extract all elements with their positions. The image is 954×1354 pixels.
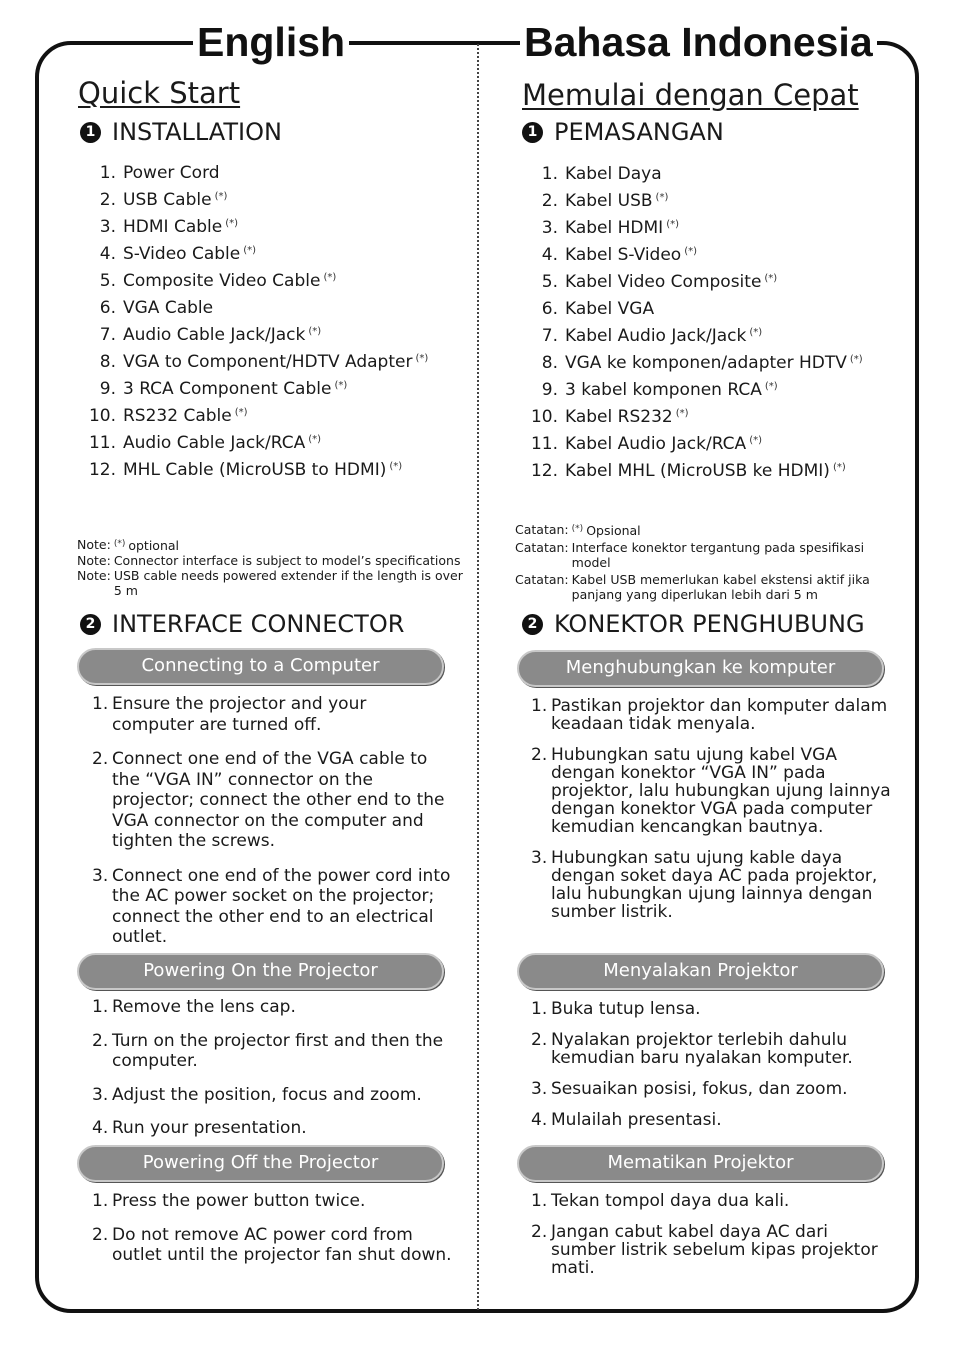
list-item: 4. S-Video Cable (*) <box>99 244 257 264</box>
cable-list <box>526 157 863 481</box>
quick-start-title: Quick Start <box>78 76 241 110</box>
installation-title: INSTALLATION <box>112 118 282 146</box>
notes <box>515 522 885 602</box>
list-item: 1. Ensure the projector and your computer are turned off. <box>92 694 367 735</box>
note: Note: USB cable needs powered extender if the length is over 5 m <box>77 568 463 598</box>
list-item: 3. Kabel HDMI (*) <box>541 218 680 238</box>
list-item: 9. 3 RCA Component Cable (*) <box>99 379 348 399</box>
steps-powering-off <box>531 1192 891 1277</box>
list-item: 12. Kabel MHL (MicroUSB ke HDMI) (*) <box>530 461 846 481</box>
list-item: 6. Kabel VGA <box>541 299 655 319</box>
list-item: 7. Audio Cable Jack/Jack (*) <box>99 325 322 345</box>
list-item: 1. Buka tutup lensa. <box>531 999 701 1019</box>
list-item: 2. Nyalakan projektor terlebih dahulu kemudian baru nyalakan komputer. <box>531 1030 853 1068</box>
steps-powering-on <box>531 1000 891 1129</box>
language-title-english: English <box>193 18 349 68</box>
list-item: 10. RS232 Cable (*) <box>88 406 248 426</box>
list-item: 2. Connect one end of the VGA cable to the “VGA IN” connector on the projector; connect the other end to the VGA connector on the computer and tighten the screws. <box>92 749 445 851</box>
list-item: 7. Kabel Audio Jack/Jack (*) <box>541 326 763 346</box>
list-item: 5. Composite Video Cable (*) <box>99 271 337 291</box>
note: Note: (*) optional <box>77 537 180 553</box>
installation-heading <box>80 118 282 146</box>
section-bar-powering-off: Mematikan Projektor <box>517 1145 884 1182</box>
interface-title: INTERFACE CONNECTOR <box>112 610 405 638</box>
list-item: 11. Kabel Audio Jack/RCA (*) <box>530 434 762 454</box>
steps-connecting <box>92 694 452 948</box>
language-title-indonesian: Bahasa Indonesia <box>520 18 877 68</box>
note: Note: Connector interface is subject to model’s specifications <box>77 553 461 568</box>
interface-heading <box>80 610 404 638</box>
list-item: 8. VGA ke komponen/adapter HDTV (*) <box>541 353 863 373</box>
step-number-icon: 1 <box>80 122 101 143</box>
quick-start-title: Memulai dengan Cepat <box>522 78 859 112</box>
list-item: 3. Sesuaikan posisi, fokus, dan zoom. <box>531 1079 848 1099</box>
list-item: 10. Kabel RS232 (*) <box>530 407 689 427</box>
steps-powering-on <box>92 997 452 1139</box>
list-item: 1. Pastikan projektor dan komputer dalam keadaan tidak menyala. <box>531 696 888 734</box>
list-item: 8. VGA to Component/HDTV Adapter (*) <box>99 352 429 372</box>
installation-heading <box>522 118 724 146</box>
note: Catatan: Kabel USB memerlukan kabel ekstensi aktif jika panjang yang diperlukan lebih dari 5 m <box>515 572 870 602</box>
list-item: 1. Press the power button twice. <box>92 1191 366 1211</box>
notes <box>77 537 467 598</box>
list-item: 3. HDMI Cable (*) <box>99 217 239 237</box>
list-item: 3. Connect one end of the power cord into the AC power socket on the projector; connect the other end to an electrical outlet. <box>92 865 451 947</box>
steps-connecting <box>531 697 891 921</box>
list-item: 2. USB Cable (*) <box>99 190 228 210</box>
section-bar-connecting: Connecting to a Computer <box>77 648 444 685</box>
list-item: 2. Kabel USB (*) <box>541 191 669 211</box>
section-bar-powering-on: Menyalakan Projektor <box>517 953 884 990</box>
list-item: 1. Kabel Daya <box>541 164 662 184</box>
list-item: 2. Do not remove AC power cord from outlet until the projector fan shut down. <box>92 1224 452 1265</box>
installation-title: PEMASANGAN <box>554 118 724 146</box>
note: Catatan: Interface konektor tergantung pada spesifikasi model <box>515 540 865 570</box>
list-item: 6. VGA Cable <box>99 298 214 318</box>
step-number-icon: 2 <box>522 614 543 635</box>
list-item: 4. Mulailah presentasi. <box>531 1110 722 1130</box>
interface-heading <box>522 610 865 638</box>
list-item: 1. Power Cord <box>99 163 220 183</box>
step-number-icon: 2 <box>80 614 101 635</box>
section-bar-connecting: Menghubungkan ke komputer <box>517 650 884 687</box>
list-item: 9. 3 kabel komponen RCA (*) <box>541 380 778 400</box>
list-item: 3. Hubungkan satu ujung kable daya dengan soket daya AC pada projektor, lalu hubungkan ujung lainnya dengan sumber listrik. <box>531 848 878 922</box>
list-item: 4. Run your presentation. <box>92 1118 307 1138</box>
list-item: 2. Hubungkan satu ujung kabel VGA dengan konektor “VGA IN” pada projektor, lalu hubungkan ujung lainnya dengan konektor VGA pada computer kemudian kencangkan bautnya. <box>531 745 891 837</box>
list-item: 5. Kabel Video Composite (*) <box>541 272 778 292</box>
note: Catatan: (*) Opsional <box>515 522 641 538</box>
list-item: 2. Turn on the projector first and then the computer. <box>92 1030 444 1071</box>
step-number-icon: 1 <box>522 122 543 143</box>
list-item: 1. Remove the lens cap. <box>92 997 296 1017</box>
interface-title: KONEKTOR PENGHUBUNG <box>554 610 865 638</box>
section-bar-powering-off: Powering Off the Projector <box>77 1145 444 1182</box>
cable-list <box>84 156 428 480</box>
section-bar-powering-on: Powering On the Projector <box>77 953 444 990</box>
list-item: 2. Jangan cabut kabel daya AC dari sumber listrik sebelum kipas projektor mati. <box>531 1222 878 1278</box>
column-divider <box>477 44 479 1310</box>
list-item: 11. Audio Cable Jack/RCA (*) <box>88 433 322 453</box>
steps-powering-off <box>92 1191 452 1266</box>
list-item: 1. Tekan tompol daya dua kali. <box>531 1191 790 1211</box>
list-item: 4. Kabel S-Video (*) <box>541 245 698 265</box>
list-item: 12. MHL Cable (MicroUSB to HDMI) (*) <box>88 460 403 480</box>
list-item: 3. Adjust the position, focus and zoom. <box>92 1084 422 1105</box>
